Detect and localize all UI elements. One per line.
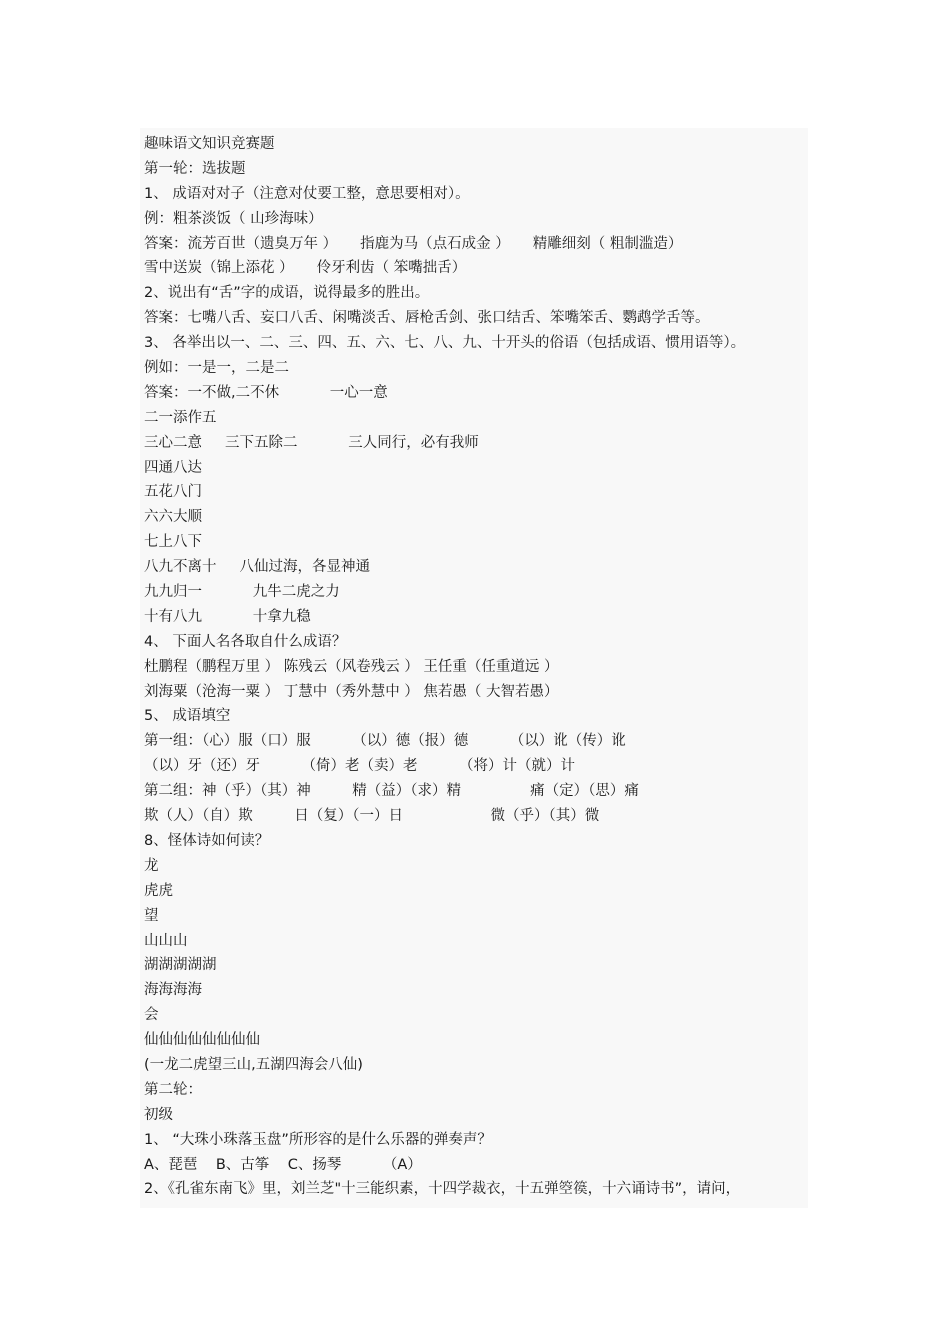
text-line: 第一轮：选拔题 <box>144 160 246 177</box>
text-line: 十有八九 十拿九稳 <box>144 608 311 625</box>
text-line: 山山山 <box>144 932 188 949</box>
text-line: 三心二意 三下五除二 三人同行，必有我师 <box>144 434 479 451</box>
text-line: 答案：流芳百世（遗臭万年 ） 指鹿为马（点石成金 ） 精雕细刻（ 粗制滥造） <box>144 235 683 252</box>
text-line: 海海海海 <box>144 982 202 999</box>
document-text-body <box>144 132 808 1202</box>
text-line: 五花八门 <box>144 484 202 501</box>
text-line: 刘海粟（沧海一粟 ） 丁慧中（秀外慧中 ） 焦若愚（ 大智若愚） <box>144 683 559 700</box>
text-line: 九九归一 九牛二虎之力 <box>144 584 340 601</box>
text-line: 2、说出有“舌”字的成语，说得最多的胜出。 <box>144 285 430 302</box>
text-line: 龙 <box>144 857 159 874</box>
text-line: 雪中送炭（锦上添花 ） 伶牙利齿（ 笨嘴拙舌） <box>144 260 467 277</box>
text-line: 1、 “大珠小珠落玉盘”所形容的是什么乐器的弹奏声？ <box>144 1131 492 1148</box>
text-line: 六六大顺 <box>144 509 202 526</box>
text-line: 二一添作五 <box>144 409 217 426</box>
text-line: （以）牙（还）牙 （倚）老（卖）老 （将）计（就）计 <box>144 758 575 775</box>
text-line: 仙仙仙仙仙仙仙仙 <box>144 1032 260 1049</box>
text-line: 4、 下面人名各取自什么成语？ <box>144 633 347 650</box>
text-line: 欺（人）（自）欺 日（复）（一）日 微（乎）（其）微 <box>144 808 600 825</box>
text-line: 5、 成语填空 <box>144 708 231 725</box>
text-line: 初级 <box>144 1106 173 1123</box>
text-line: 虎虎 <box>144 882 173 899</box>
text-line: 2、《孔雀东南飞》里，刘兰芝"十三能织素，十四学裁衣，十五弹箜篌，十六诵诗书”，请问， <box>144 1181 741 1198</box>
text-line: 第一组：（心）服（口）服 （以）德（报）德 （以）讹（传）讹 <box>144 733 626 750</box>
text-line: 答案：七嘴八舌、妄口八舌、闲嘴淡舌、唇枪舌剑、张口结舌、笨嘴笨舌、鹦鹉学舌等。 <box>144 310 710 327</box>
text-line: 四通八达 <box>144 459 202 476</box>
text-line: 杜鹏程（鹏程万里 ） 陈残云（风卷残云 ） 王任重（任重道远 ） <box>144 658 559 675</box>
text-line: A、琵琶 B、古筝 C、扬琴 （A） <box>144 1156 422 1173</box>
text-line: (一龙二虎望三山,五湖四海会八仙) <box>144 1056 363 1073</box>
text-line: 八九不离十 八仙过海，各显神通 <box>144 559 371 576</box>
text-line: 七上八下 <box>144 534 202 551</box>
text-line: 答案：一不做,二不休 一心一意 <box>144 384 388 401</box>
text-line: 望 <box>144 907 159 924</box>
text-line: 3、 各举出以一、二、三、四、五、六、七、八、九、十开头的俗语（包括成语、惯用语等）。 <box>144 335 746 352</box>
text-line: 第二轮： <box>144 1081 202 1098</box>
text-line: 会 <box>144 1007 159 1024</box>
text-line: 第二组：神（乎）（其）神 精（益）（求）精 痛（定）（思）痛 <box>144 783 639 800</box>
text-line: 1、 成语对对子（注意对仗要工整，意思要相对）。 <box>144 185 470 202</box>
text-line: 湖湖湖湖湖 <box>144 957 217 974</box>
text-line: 例如：一是一，二是二 <box>144 360 289 377</box>
text-line: 例：粗茶淡饭（ 山珍海味） <box>144 210 323 227</box>
text-line: 8、怪体诗如何读？ <box>144 832 270 849</box>
document-title: 趣味语文知识竞赛题 <box>144 136 275 152</box>
